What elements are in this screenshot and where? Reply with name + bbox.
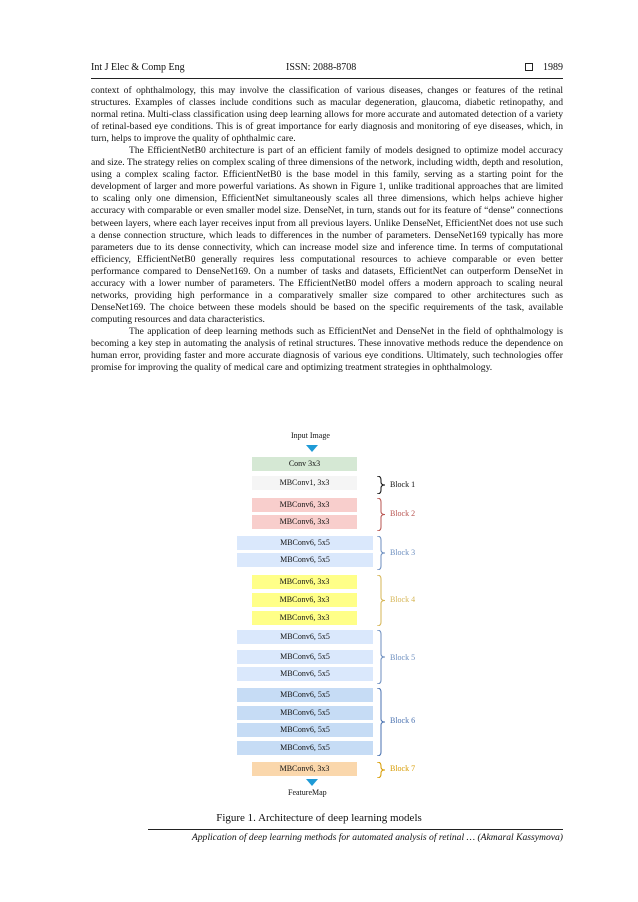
layer-box: MBConv6, 5x5	[237, 688, 373, 702]
layer-box: MBConv6, 3x3	[252, 498, 357, 512]
curly-brace-icon	[376, 476, 386, 494]
block-label: Block 5	[390, 653, 416, 662]
down-arrow-icon	[306, 445, 318, 453]
curly-brace-icon	[376, 688, 386, 756]
down-arrow-icon	[306, 779, 318, 787]
layer-box: MBConv6, 5x5	[237, 536, 373, 550]
journal-name: Int J Elec & Comp Eng	[91, 62, 185, 73]
layer-box: MBConv6, 3x3	[252, 762, 357, 776]
layer-box: MBConv6, 5x5	[237, 630, 373, 644]
issn: ISSN: 2088-8708	[286, 62, 357, 73]
block-label: Block 2	[390, 509, 416, 518]
layer-box: MBConv6, 3x3	[252, 575, 357, 589]
curly-brace-icon	[376, 630, 386, 684]
layer-box: MBConv6, 5x5	[237, 650, 373, 664]
page-number: 1989	[543, 62, 563, 73]
layer-box: MBConv6, 3x3	[252, 611, 357, 625]
footer-rule	[148, 829, 563, 830]
paragraph: The EfficientNetB0 architecture is part of an efficient family of models designed to optimize model accuracy and size. The strategy relies on complex scaling of three dimensions of the network, including width, depth and resolution, using a complex scaling factor. EfficientNetB0 is the base model in this family, serving as a starting point for the development of larger and more powerful variations. As shown in Figure 1, unlike traditional approaches that are limited to scaling only one dimension, EfficientNet simultaneously scales all three dimensions, which helps achieve higher accuracy with comparable or even smaller model size. DenseNet, in turn, stands out for its feature of “dense” connections between layers, where each layer receives input from all previous layers. Unlike DenseNet, EfficientNet does not use such a dense connection structure, which leads to differences in the number of parameters. DenseNet169 typically has more parameters due to its dense connectivity, which can increase model size and inference time. In terms of computational efficiency, EfficientNetB0 generally requires less computational resources to achieve comparable or even better performance compared to DenseNet169. On a number of tasks and datasets, EfficientNet can outperform DenseNet in accuracy with a lower number of parameters. The EfficientNetB0 model offers a modern approach to scaling neural networks, providing high performance in a comparatively smaller size compared to other architectures such as DenseNet169. The choice between these models should be based on the specific requirements of the task, available computing resources and data characteristics.	[91, 145, 563, 325]
block-label: Block 4	[390, 595, 416, 604]
layer-box: MBConv6, 5x5	[237, 553, 373, 567]
layer-box: Conv 3x3	[252, 457, 357, 471]
layer-box: MBConv1, 3x3	[252, 476, 357, 490]
curly-brace-icon	[376, 575, 386, 626]
layer-box: MBConv6, 3x3	[252, 515, 357, 529]
curly-brace-icon	[376, 762, 386, 778]
block-label: Block 7	[390, 764, 416, 773]
feature-map-label: FeatureMap	[288, 788, 327, 797]
paragraph: context of ophthalmology, this may involve the classification of various diseases, changes or features of the retinal structures. Examples of classes include conditions such as macular degeneration, glaucoma, diabetic retinopathy, and normal retina. Multi-class classification using deep learning allows for more accurate and automated detection of a variety of retinal-based eye conditions. This is of great importance for early diagnosis and monitoring of eye diseases, which, in turn, helps to improve the quality of ophthalmic care.	[91, 85, 563, 145]
running-title: Application of deep learning methods for automated analysis of retinal … (Akmaral Kassymova)	[191, 832, 563, 843]
paragraph: The application of deep learning methods such as EfficientNet and DenseNet in the field of ophthalmology is becoming a key step in automating the analysis of retinal structures. These innovative methods reduce the dependence on human error, providing faster and more accurate diagnosis of various eye conditions. Ultimately, such technologies offer promise for improving the quality of medical care and optimizing treatment strategies in ophthalmology.	[91, 325, 563, 374]
layer-box: MBConv6, 5x5	[237, 706, 373, 720]
figure-caption: Figure 1. Architecture of deep learning models	[216, 812, 422, 824]
layer-box: MBConv6, 3x3	[252, 593, 357, 607]
block-label: Block 1	[390, 480, 416, 489]
layer-box: MBConv6, 5x5	[237, 667, 373, 681]
block-label: Block 6	[390, 716, 416, 725]
block-label: Block 3	[390, 548, 416, 557]
curly-brace-icon	[376, 498, 386, 531]
input-image-label: Input Image	[291, 431, 330, 440]
curly-brace-icon	[376, 536, 386, 570]
layer-box: MBConv6, 5x5	[237, 723, 373, 737]
layer-box: MBConv6, 5x5	[237, 741, 373, 755]
